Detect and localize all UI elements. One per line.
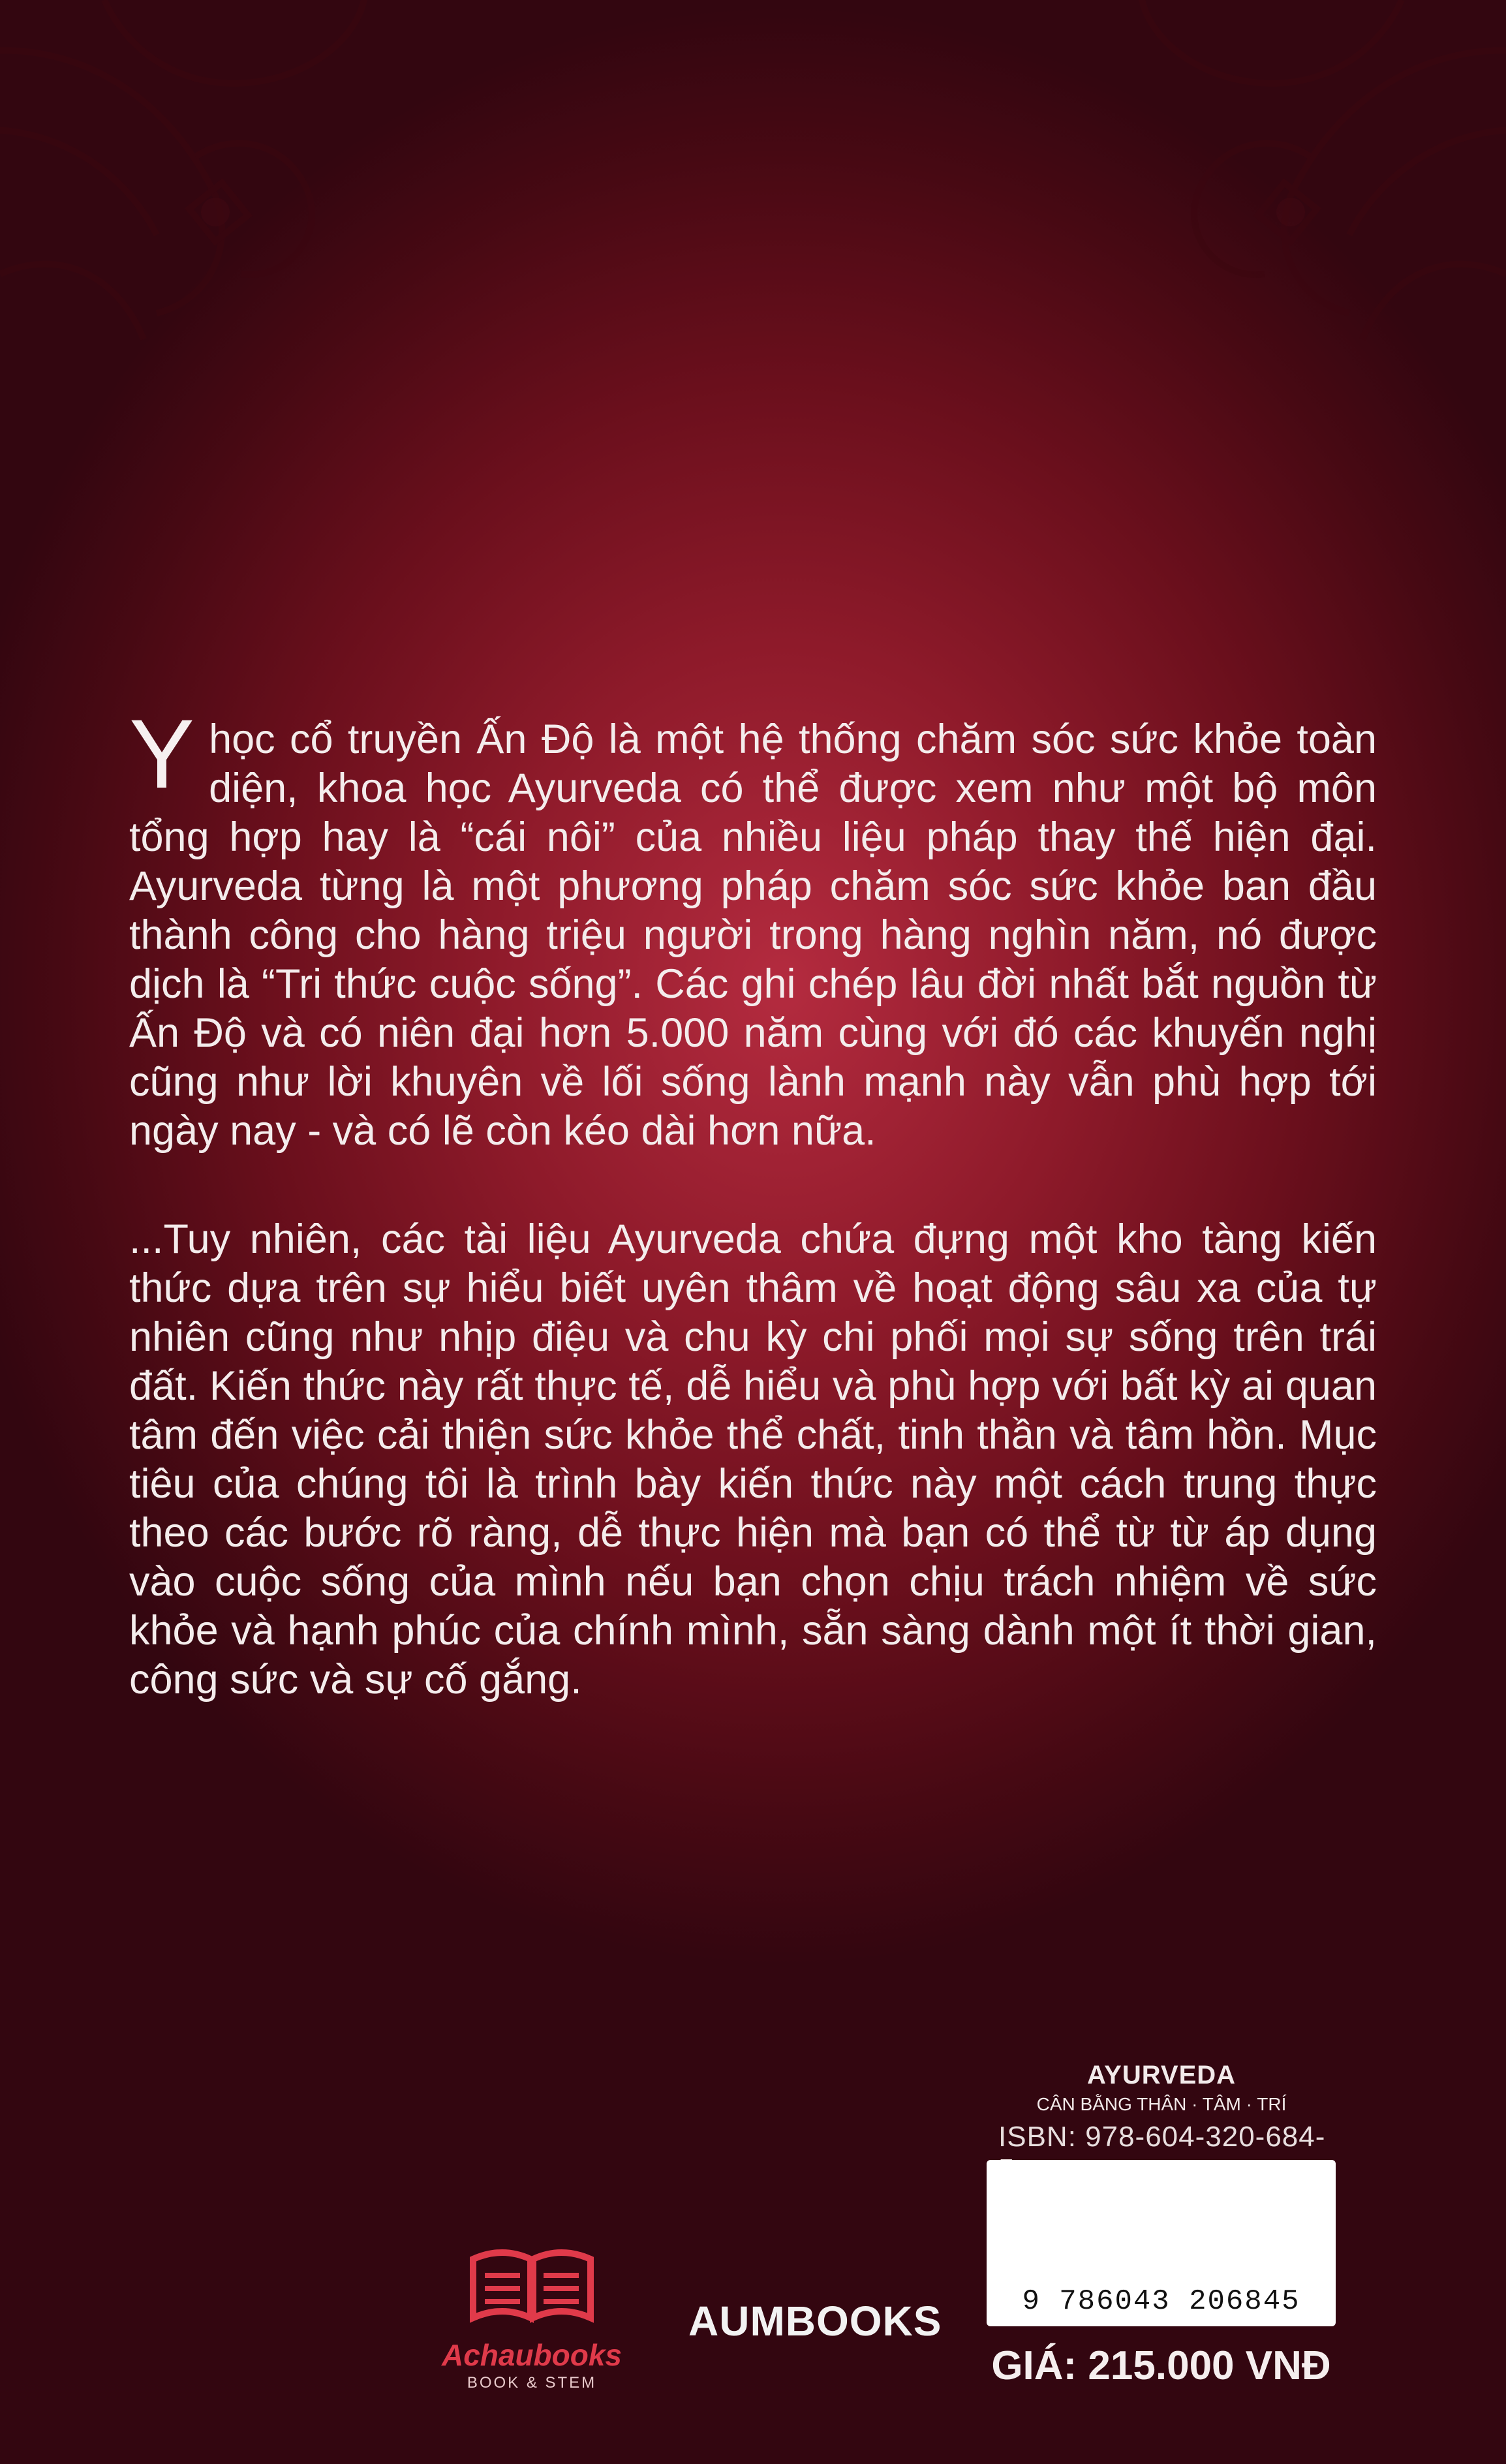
- barcode-bar: [1076, 2173, 1078, 2283]
- barcode-bar: [1152, 2173, 1156, 2283]
- barcode-bar: [1177, 2173, 1179, 2283]
- barcode-bar: [1130, 2173, 1134, 2283]
- barcode-bar: [1123, 2173, 1125, 2283]
- barcode-bar: [1099, 2173, 1101, 2283]
- isbn-number: ISBN: 978-604-320-684-: [998, 2121, 1326, 2153]
- achaubooks-logo: [427, 2240, 636, 2396]
- barcode-bar: [1020, 2173, 1022, 2283]
- barcode-bar: [1112, 2173, 1118, 2283]
- open-book-icon: [427, 2240, 636, 2337]
- barcode: [987, 2160, 1336, 2326]
- barcode-bar: [1137, 2173, 1139, 2283]
- blurb-paragraph-1-text: học cổ truyền Ấn Độ là một hệ thống chăm sóc sức khỏe toàn diện, khoa học Ayurveda có thể được xem như một bộ môn tổng hợp hay là “cái nôi” của nhiều liệu pháp thay thế hiện đại. Ayurveda từng là một phương pháp chăm sóc sức khỏe ban đầu thành công cho hàng triệu người trong hàng nghìn năm, nó được dịch là “Tri thức cuộc sống”. Các ghi chép lâu đời nhất bắt nguồn từ Ấn Độ và có niên đại hơn 5.000 năm cùng với đó các khuyến nghị cũng như lời khuyên về lối sống lành mạnh này vẫn phù hợp tới ngày nay - và có lẽ còn kéo dài hơn nữa.: [129, 716, 1377, 1154]
- barcode-bar: [1090, 2173, 1092, 2283]
- barcode-bar: [1036, 2173, 1038, 2283]
- barcode-bar: [1067, 2173, 1069, 2283]
- barcode-bar: [1043, 2173, 1049, 2283]
- barcode-bar: [1161, 2173, 1163, 2283]
- book-title: AYURVEDA: [1086, 2061, 1237, 2089]
- achaubooks-tagline: BOOK & STEM: [467, 2374, 597, 2392]
- blurb-paragraph-1: [129, 699, 1377, 1156]
- barcode-bar: [1013, 2173, 1017, 2283]
- drop-cap: Y: [129, 699, 195, 808]
- aumbooks-logo: AUMBOOKS: [688, 2298, 942, 2345]
- barcode-bar: [1029, 2173, 1033, 2283]
- barcode-digits: 9 786043 206845: [1022, 2285, 1300, 2318]
- price-label: GIÁ: 215.000 VNĐ: [991, 2343, 1331, 2388]
- floral-ornament-icon: [0, 0, 470, 405]
- blurb-paragraph-2: ...Tuy nhiên, các tài liệu Ayurveda chứa đựng một kho tàng kiến thức dựa trên sự hiểu biết uyên thâm về hoạt động sâu xa của tự nhiên cũng như nhịp điệu và chu kỳ chi phối mọi sự sống trên trái đất. Kiến thức này rất thực tế, dễ hiểu và phù hợp với bất kỳ ai quan tâm đến việc cải thiện sức khỏe thể chất, tinh thần và tâm hồn. Mục tiêu của chúng tôi là trình bày kiến thức này một cách trung thực theo các bước rõ ràng, dễ thực hiện mà bạn có thể từ từ áp dụng vào cuộc sống của mình nếu bạn chọn chịu trách nhiệm về sức khỏe và hạnh phúc của chính mình, sẵn sàng dành một ít thời gian, công sức và sự cố gắng.: [129, 1216, 1377, 1702]
- barcode-bar: [1170, 2173, 1174, 2283]
- achaubooks-name: Achaubooks: [441, 2338, 622, 2372]
- floral-ornament-icon: [1036, 0, 1506, 405]
- isbn-block-title: [992, 2061, 1331, 2115]
- barcode-bar: [1146, 2173, 1148, 2283]
- barcode-bar: [1004, 2173, 1009, 2283]
- barcode-bar: [1053, 2173, 1054, 2283]
- barcode-bar: [1083, 2173, 1087, 2283]
- barcode-bar: [1107, 2173, 1109, 2283]
- barcode-bars: [1000, 2169, 1323, 2287]
- book-subtitle: CÂN BẰNG THÂN · TÂM · TRÍ: [1036, 2094, 1287, 2114]
- barcode-bar: [1184, 2173, 1186, 2283]
- barcode-bar: [1058, 2173, 1062, 2283]
